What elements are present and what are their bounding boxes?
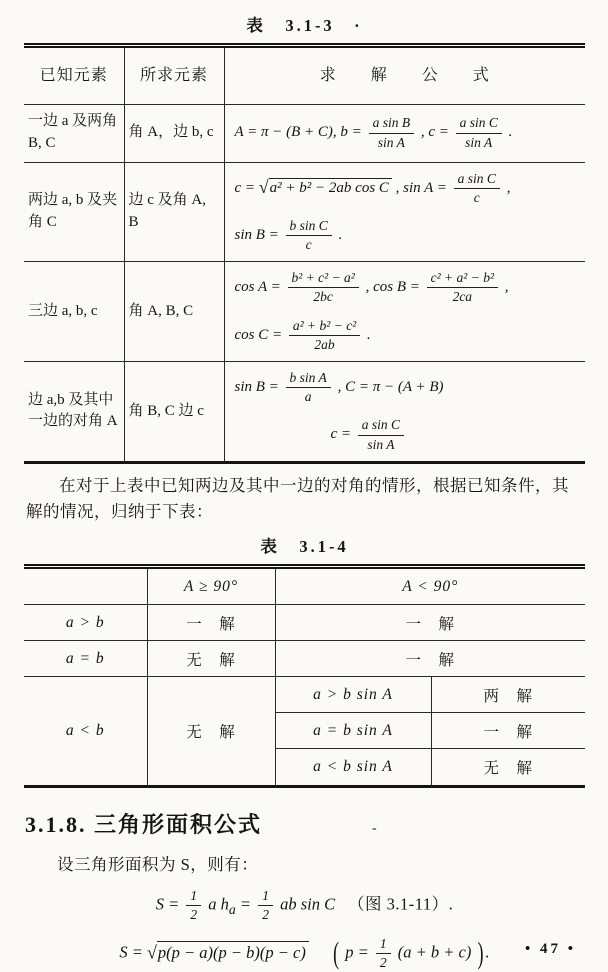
table2-title: 表 3.1-4 <box>260 536 349 556</box>
known-cell: 一边 a 及两角 B, C <box>24 104 124 162</box>
fraction: $\frac{1}{2}$ <box>376 936 391 971</box>
known-cell: 三边 a, b, c <box>24 262 124 362</box>
formula-cell <box>224 362 585 461</box>
formula-cell <box>224 104 585 162</box>
fraction: $\frac{\text{c² + a² − b²}}{2ca}$ <box>427 270 498 305</box>
subcondition-cell: a > b sin A <box>275 677 431 713</box>
formula-cell <box>224 262 585 362</box>
table2-header-row <box>24 569 585 605</box>
fraction: $\frac{\text{a² + b² − c²}}{2ab}$ <box>289 318 360 353</box>
formula-cell <box>224 162 585 262</box>
fraction: $\frac{\text{b sin C}}{c}$ <box>286 218 332 253</box>
sought-cell: 角 B, C 边 c <box>124 362 224 461</box>
table1-row <box>24 162 585 262</box>
page-number: • 47 • <box>524 941 576 957</box>
fraction: $\frac{\text{a sin C}}{\text{sin A}}$ <box>456 115 502 150</box>
table1-header-known: 已知元素 <box>24 48 124 104</box>
fraction: $\frac{\text{a sin C}}{\text{sin A}}$ <box>358 417 404 452</box>
result-cell: 无 解 <box>147 641 275 677</box>
intro-paragraph: 在对于上表中已知两边及其中一边的对角的情形，根据已知条件，其解的情况，归纳于下表： <box>26 475 569 521</box>
section-intro: 设三角形面积为 S，则有： <box>57 854 259 874</box>
table1-row <box>24 362 585 461</box>
table1-title: 表 3.1-3 · <box>246 16 363 35</box>
table2-header-blank <box>24 569 147 605</box>
result-cell: 一 解 <box>147 605 275 641</box>
subcondition-cell: a < b sin A <box>275 749 431 785</box>
result-cell: 无 解 <box>147 677 275 785</box>
big-paren-right: ) <box>477 935 484 970</box>
condition-cell: a = b <box>24 641 147 677</box>
subresult-cell: 无 解 <box>431 749 585 785</box>
fraction: $\frac{\text{b² + c² − a²}}{2bc}$ <box>288 270 359 305</box>
fraction: $\frac{\text{b sin A}}{a}$ <box>286 370 331 405</box>
table2-row <box>24 605 585 641</box>
area-formula-2: S = √p(p − a)(p − b)(p − c) ( p = $\frac{1}{2}$ (a + b + c) ) . <box>119 935 490 971</box>
section-heading: 3.1.8. 三角形面积公式 - <box>25 811 379 837</box>
formula-line: A = π − (B + C), b = $\frac{\text{a sin B}}{\text{sin A}}$ , c = $\frac{\text{a sin C}}{\text{sin A}}$ . <box>234 115 513 150</box>
subcondition-cell: a = b sin A <box>275 713 431 749</box>
table-3-1-3 <box>24 43 585 464</box>
result-cell: 一 解 <box>275 641 585 677</box>
sought-cell: 角 A，边 b, c <box>124 104 224 162</box>
sqrt-sign: √ <box>147 942 157 963</box>
sought-cell: 边 c 及角 A, B <box>124 162 224 262</box>
formula-line: sin B = $\frac{\text{b sin C}}{c}$ . <box>234 217 343 253</box>
result-cell: 一 解 <box>275 605 585 641</box>
stray-dash: - <box>372 820 379 836</box>
fraction: $\frac{\text{a sin B}}{\text{sin A}}$ <box>369 115 415 150</box>
table-3-1-4 <box>24 564 585 788</box>
subresult-cell: 两 解 <box>431 677 585 713</box>
subscript: a <box>228 901 236 917</box>
formula-line: cos C = $\frac{\text{a² + b² − c²}}{2ab}$ . <box>234 317 371 352</box>
table1-header-formula: 求 解 公 式 <box>224 48 585 104</box>
sought-cell: 角 A, B, C <box>124 262 224 362</box>
table2-header-lt90: A < 90° <box>275 569 585 605</box>
fraction: $\frac{1}{2}$ <box>258 888 273 923</box>
figure-reference: （图 3.1-11）. <box>339 894 454 914</box>
table1-header-row <box>24 48 585 104</box>
table2-row <box>24 641 585 677</box>
table1-header-sought: 所求元素 <box>124 48 224 104</box>
formula-line: cos A = $\frac{\text{b² + c² − a²}}{2bc}$ , cos B = $\frac{\text{c² + a² − b²}}{2ca}$ , <box>234 270 509 305</box>
table2-subrow <box>24 677 585 713</box>
big-paren-left: ( <box>333 935 340 970</box>
area-formula-1: S = $\frac{1}{2}$ a $h_a$ = $\frac{1}{2}$ ab sin C （图 3.1-11）. <box>155 887 454 923</box>
formula-line: c = $\frac{\text{a sin C}}{\text{sin A}}$ <box>331 417 582 452</box>
subresult-cell: 一 解 <box>431 713 585 749</box>
table1-row <box>24 262 585 362</box>
radicand: a² + b² − 2ab cos C <box>269 178 392 196</box>
formula-line: c = √a² + b² − 2ab cos C , sin A = $\frac{\text{a sin C}}{c}$ , <box>234 170 511 205</box>
radicand: p(p − a)(p − b)(p − c) <box>157 941 309 962</box>
sqrt-sign: √ <box>258 176 269 197</box>
table1-row <box>24 104 585 162</box>
formula-line: sin B = $\frac{\text{b sin A}}{a}$ , C = π − (A + B) <box>234 370 444 405</box>
known-cell: 边 a,b 及其中一边的对角 A <box>28 391 118 430</box>
fraction: $\frac{\text{a sin C}}{c}$ <box>454 171 500 206</box>
fraction: $\frac{1}{2}$ <box>186 888 201 923</box>
known-cell: 两边 a, b 及夹角 C <box>24 162 124 262</box>
condition-cell: a < b <box>65 722 105 740</box>
table2-header-ge90: A ≥ 90° <box>147 569 275 605</box>
condition-cell: a > b <box>24 605 147 641</box>
